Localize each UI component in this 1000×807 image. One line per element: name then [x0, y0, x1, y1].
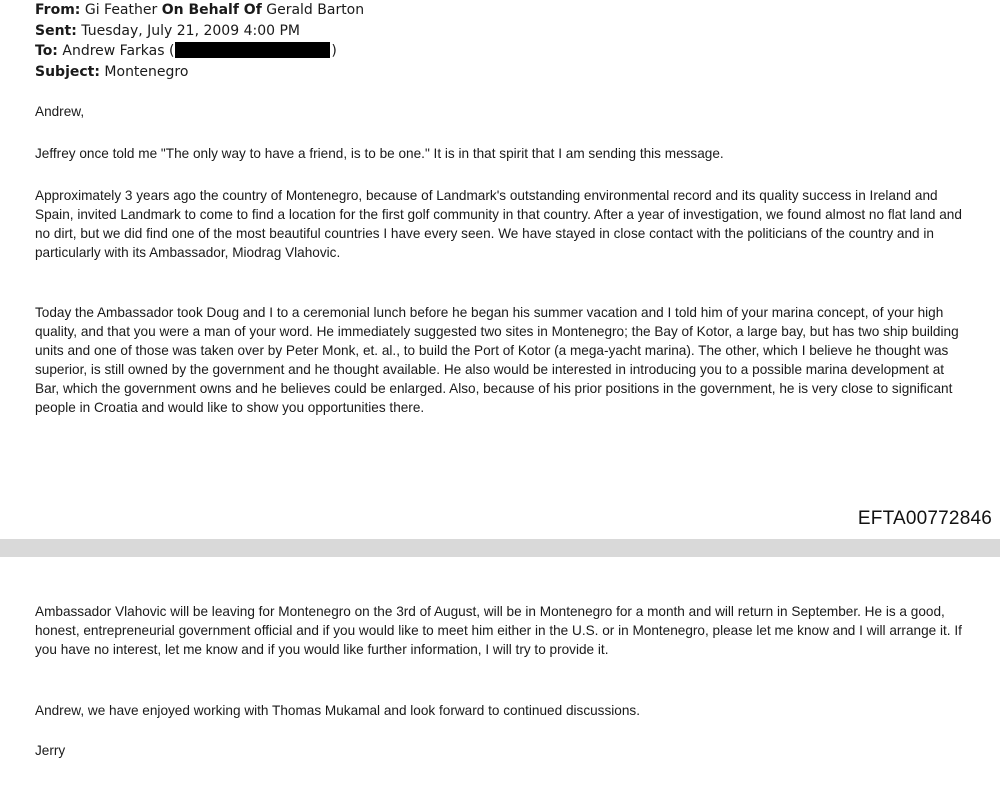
subject-row [35, 62, 364, 83]
to-label: To: [35, 43, 58, 59]
from-row [35, 0, 364, 21]
to-value: Andrew Farkas ( [57, 43, 175, 59]
sent-value: Tuesday, July 21, 2009 4:00 PM [76, 22, 300, 39]
sent-label: Sent: [35, 22, 77, 39]
document-id: EFTA00772846 [857, 508, 992, 529]
from-value: Gi Feather [80, 2, 162, 18]
email-header [35, 0, 364, 82]
redaction-bar [175, 42, 330, 58]
paragraph-1: Jeffrey once told me "The only way to have a friend, is to be one." It is in that spirit that I am sending this message. [35, 146, 724, 161]
to-row [35, 41, 364, 62]
paragraph-5: Andrew, we have enjoyed working with Thomas Mukamal and look forward to continued discussions. [35, 703, 640, 718]
subject-label: Subject: [35, 63, 100, 80]
page-divider [0, 539, 1000, 557]
from-label: From: [35, 2, 81, 18]
on-behalf-label: On Behalf Of [161, 2, 262, 18]
paragraph-4: Ambassador Vlahovic will be leaving for Montenegro on the 3rd of August, will be in Montenegro for a month and will return in September. He is a good, honest, entrepreneurial government official and if you would like to meet him either in the U.S. or in Montenegro, please let me know and I will arrange it. If you have no interest, let me know and if you would like further information, I will try to provide it. [35, 604, 962, 657]
subject-value: Montenegro [99, 63, 189, 80]
on-behalf-value: Gerald Barton [261, 2, 365, 18]
to-close: ) [331, 43, 337, 59]
paragraph-2: Approximately 3 years ago the country of Montenegro, because of Landmark's outstanding environmental record and its quality success in Ireland and Spain, invited Landmark to come to find a location for the first golf community in that country. After a year of investigation, we found almost no flat land and no dirt, but we did find one of the most beautiful countries I have every seen. We have stayed in close contact with the politicians of the country and in particularly with its Ambassador, Miodrag Vlahovic. [35, 188, 962, 260]
greeting: Andrew, [35, 104, 85, 119]
paragraph-3: Today the Ambassador took Doug and I to a ceremonial lunch before he began his summer vacation and I told him of your marina concept, of your high quality, and that you were a man of your word. He immediately suggested two sites in Montenegro; the Bay of Kotor, a large bay, but has two ship building units and one of those was taken over by Peter Monk, et. al., to build the Port of Kotor (a mega-yacht marina). The other, which I believe he thought was superior, is still owned by the government and he thought available. He also would be interested in introducing you to a possible marina development at Bar, which the government owns and he believes could be enlarged. Also, because of his prior positions in the government, he is very close to significant people in Croatia and would like to show you opportunities there. [35, 305, 959, 415]
sent-row [35, 21, 364, 42]
signoff: Jerry [35, 743, 66, 758]
